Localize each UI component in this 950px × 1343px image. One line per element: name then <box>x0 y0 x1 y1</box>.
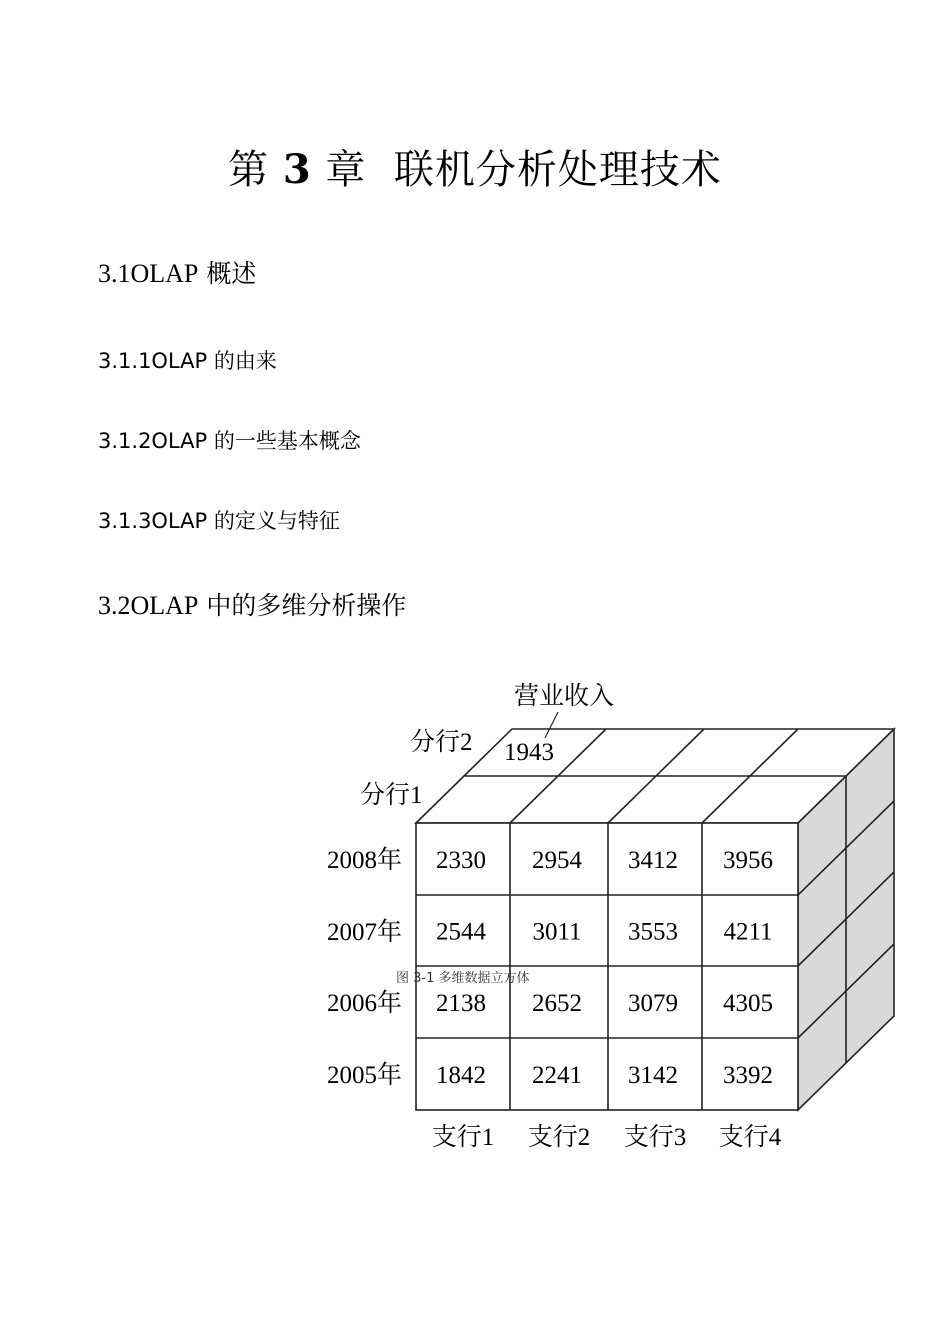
column-label: 支行1 <box>431 1124 495 1151</box>
subsection-heading: 3.1.1OLAP 的由来 <box>98 349 277 373</box>
cube-cell-value: 3956 <box>723 847 773 874</box>
row-label: 2007年 <box>326 919 402 946</box>
row-label: 2008年 <box>326 847 402 874</box>
section-number: 3.1OLAP <box>98 259 199 288</box>
figure-label: 营业收入 <box>514 681 615 710</box>
column-label: 支行3 <box>623 1124 687 1151</box>
cube-cell-value: 3412 <box>628 847 678 874</box>
chapter-suffix: 章 <box>325 147 367 193</box>
section-text: 概述 <box>206 259 257 288</box>
column-label: 支行2 <box>527 1124 591 1151</box>
cube-cell-value: 4305 <box>723 990 773 1017</box>
cube-cell-value: 2330 <box>436 847 486 874</box>
cube-cell-value: 2652 <box>532 990 582 1017</box>
cube-cell-value: 3553 <box>628 918 678 946</box>
cube-cell-value: 3142 <box>628 1062 678 1089</box>
subsection-heading: 3.1.3OLAP 的定义与特征 <box>98 509 340 533</box>
cube-cell-value: 3392 <box>723 1062 773 1089</box>
section-text: 中的多维分析操作 <box>206 591 407 620</box>
section-number: 3.2OLAP <box>98 591 199 620</box>
column-label: 支行4 <box>718 1124 782 1151</box>
chapter-prefix: 第 <box>228 147 270 193</box>
cube-cell-value: 3011 <box>532 918 582 946</box>
cube-cell-value: 1842 <box>436 1062 486 1089</box>
row-label: 2005年 <box>326 1062 402 1089</box>
depth-label: 分行2 <box>410 729 473 756</box>
section-heading <box>98 586 406 622</box>
row-label: 2006年 <box>326 990 402 1017</box>
cube-cell-value: 2241 <box>532 1062 582 1089</box>
data-cube-figure <box>300 670 910 1170</box>
cube-cell-value: 2954 <box>532 847 582 874</box>
cube-cell-value: 2544 <box>436 918 486 946</box>
chapter-name: 联机分析处理技术 <box>393 147 722 193</box>
depth-cell-value: 1943 <box>504 739 554 766</box>
chapter-title <box>0 138 950 195</box>
subsection-heading: 3.1.2OLAP 的一些基本概念 <box>98 429 361 453</box>
cube-cell-value: 3079 <box>628 990 678 1017</box>
chapter-number: 3 <box>282 146 312 193</box>
section-heading <box>98 254 256 290</box>
depth-label: 分行1 <box>360 782 423 809</box>
cube-cell-value: 2138 <box>436 990 486 1017</box>
figure-caption: 图 3-1 多维数据立方体 <box>396 971 530 986</box>
cube-cell-value: 4211 <box>723 918 773 946</box>
